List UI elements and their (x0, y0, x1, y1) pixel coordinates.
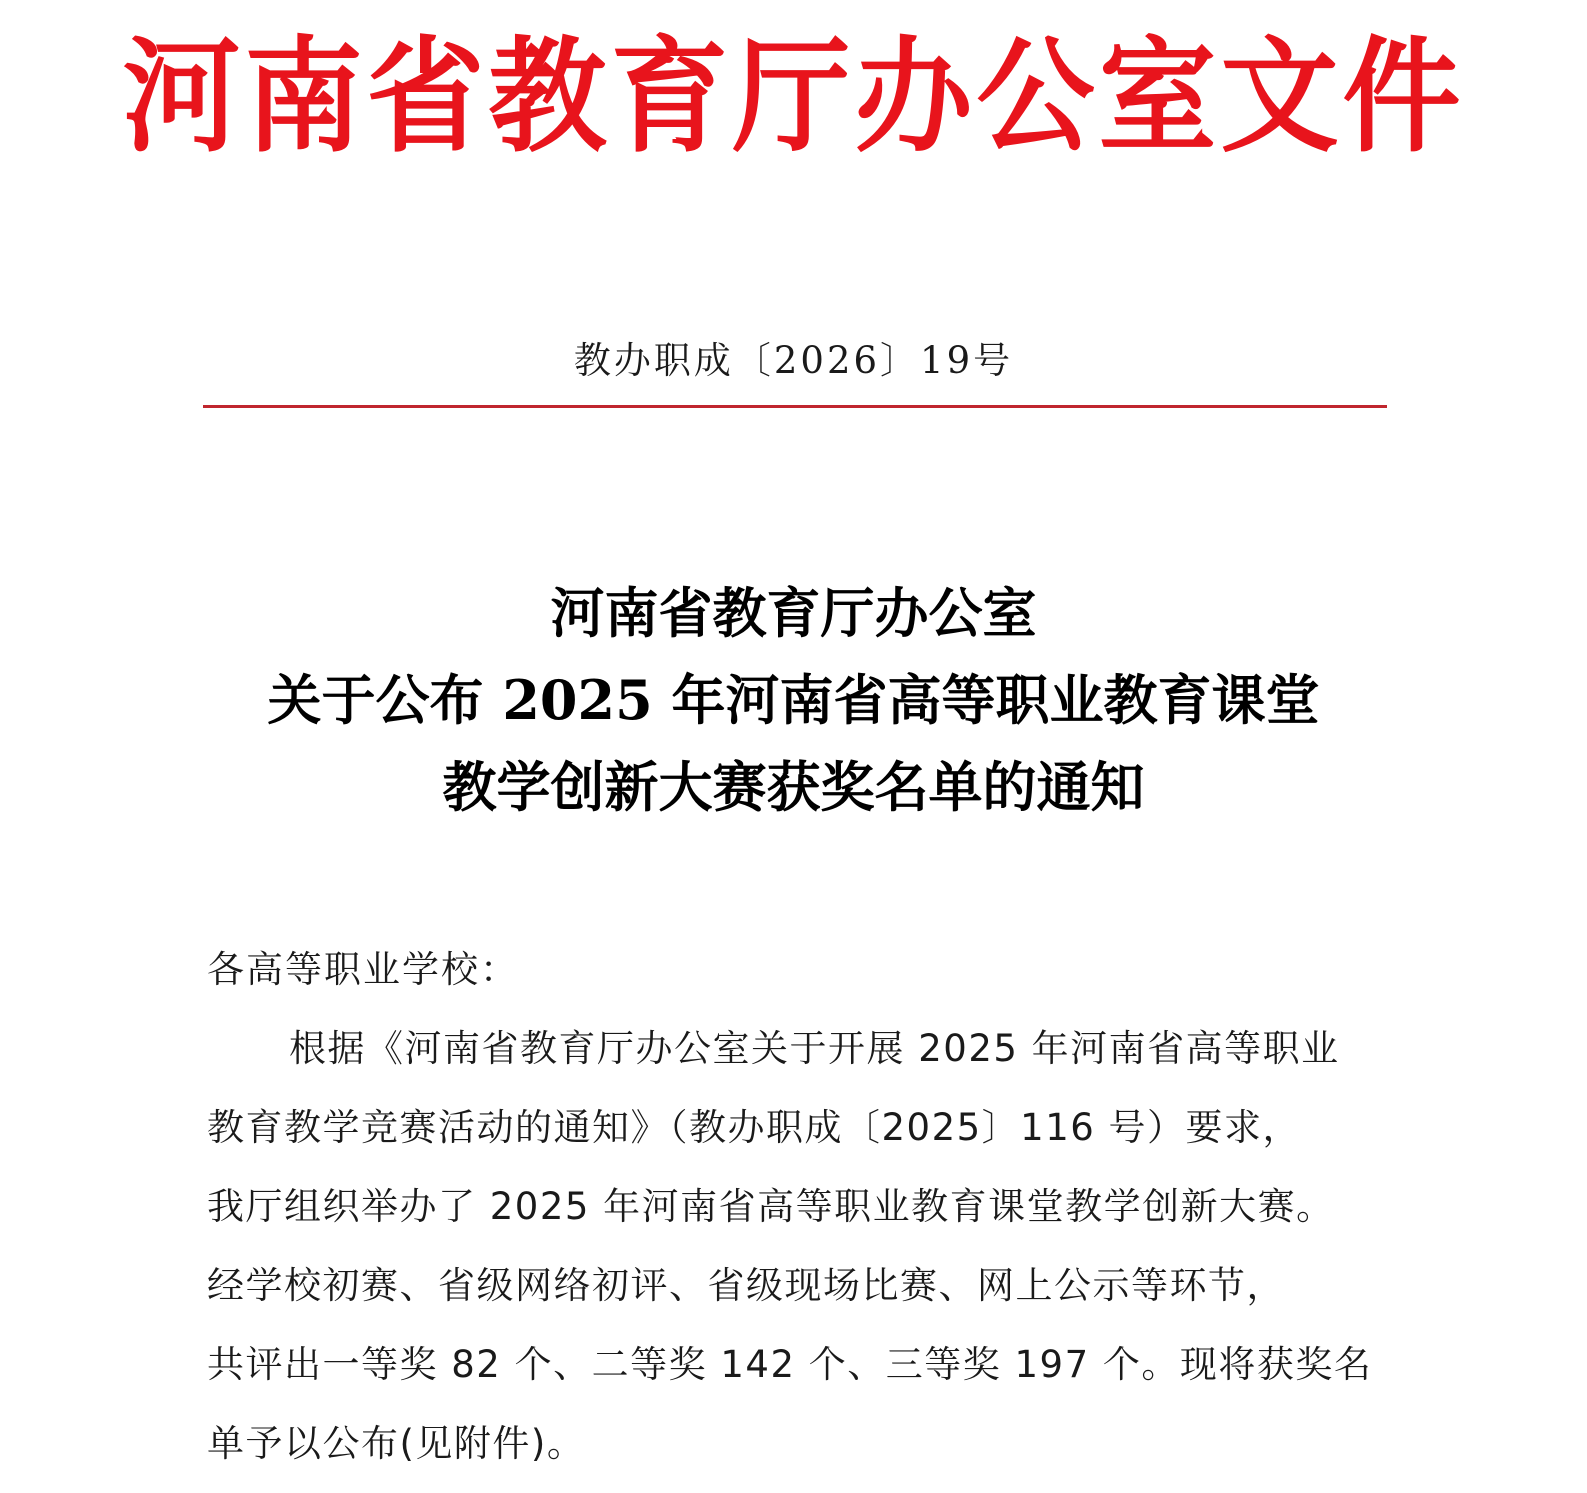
document-number: 教办职成〔2026〕19号 (573, 339, 1014, 382)
paragraph-line-2: 教育教学竞赛活动的通知》（教办职成〔2025〕116 号）要求， (207, 1106, 1302, 1149)
title-line-3: 教学创新大赛获奖名单的通知 (442, 755, 1145, 819)
salutation: 各高等职业学校： (207, 948, 519, 991)
red-separator-rule (203, 405, 1387, 408)
issuing-authority-header: 河南省教育厅办公室文件 (122, 22, 1465, 169)
paragraph-line-5: 共评出一等奖 82 个、二等奖 142 个、三等奖 197 个。现将获奖名 (207, 1343, 1373, 1386)
title-line-1: 河南省教育厅办公室 (550, 581, 1037, 645)
document-title (0, 570, 1587, 831)
paragraph-line-3: 我厅组织举办了 2025 年河南省高等职业教育课堂教学创新大赛。 (207, 1185, 1335, 1228)
paragraph-line-6: 单予以公布(见附件)。 (207, 1422, 586, 1465)
document-body (207, 930, 1387, 1483)
title-line-2: 关于公布 2025 年河南省高等职业教育课堂 (267, 668, 1320, 732)
paragraph-line-1: 根据《河南省教育厅办公室关于开展 2025 年河南省高等职业 (289, 1027, 1340, 1070)
paragraph-line-4: 经学校初赛、省级网络初评、省级现场比赛、网上公示等环节， (207, 1264, 1285, 1307)
